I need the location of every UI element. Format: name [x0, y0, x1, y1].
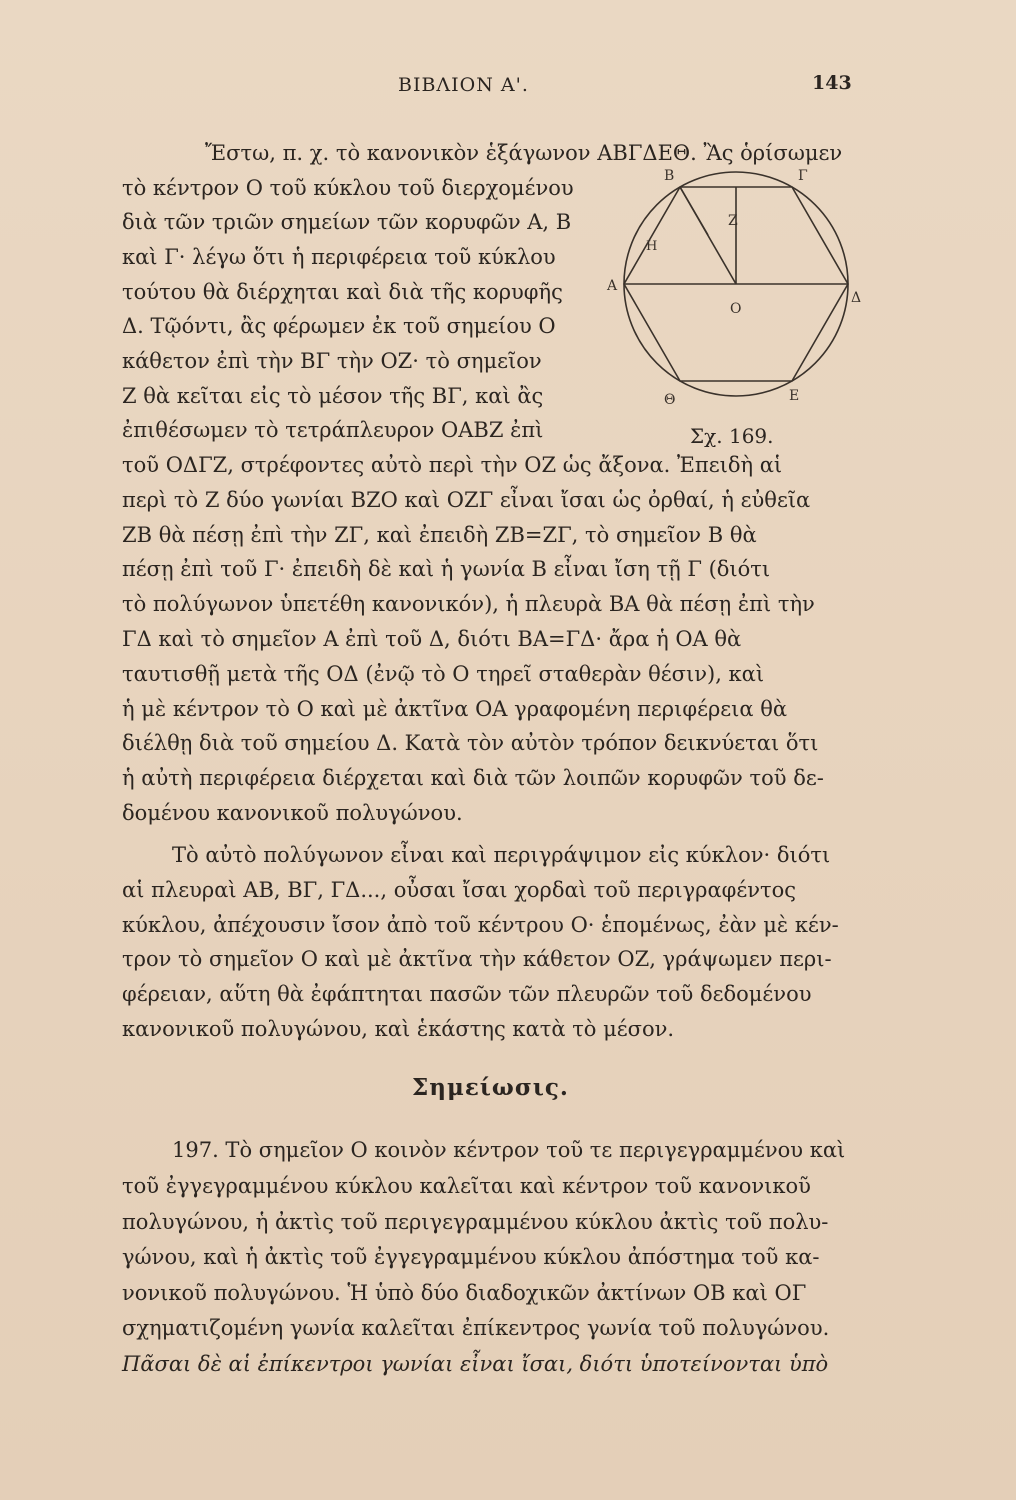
- body-line: ἡ αὐτὴ περιφέρεια διέρχεται καὶ διὰ τῶν λοιπῶν κορυφῶν τοῦ δε-: [122, 766, 824, 790]
- label-Th: Θ: [664, 392, 676, 408]
- body-line: τὸ κέντρον Ο τοῦ κύκλου τοῦ διερχομένου: [122, 176, 574, 200]
- body-line: φέρειαν, αὕτη θὰ ἐφάπτηται πασῶν τῶν πλευρῶν τοῦ δεδομένου: [122, 982, 812, 1006]
- segment-HB: [680, 187, 708, 235]
- body-line: τὸ πολύγωνον ὑπετέθη κανονικόν), ἡ πλευρὰ ΒΑ θὰ πέσῃ ἐπὶ τὴν: [122, 592, 815, 616]
- body-line: καὶ Γ· λέγω ὅτι ἡ περιφέρεια τοῦ κύκλου: [122, 245, 556, 269]
- note-line: 197. Τὸ σημεῖον Ο κοινὸν κέντρον τοῦ τε περιγεγραμμένου καὶ: [172, 1138, 846, 1162]
- label-H: Η: [646, 239, 658, 254]
- hexagon-figure: [580, 150, 860, 425]
- note-line: Πᾶσαι δὲ αἱ ἐπίκεντροι γωνίαι εἶναι ἴσαι, διότι ὑποτείνονται ὑπὸ: [122, 1352, 829, 1376]
- body-line: τούτου θὰ διέρχηται καὶ διὰ τῆς κορυφῆς: [122, 280, 563, 304]
- label-A: Α: [607, 278, 618, 294]
- body-line: κάθετον ἐπὶ τὴν ΒΓ τὴν ΟΖ· τὸ σημεῖον: [122, 349, 542, 373]
- hexagon-diagram: [580, 150, 860, 425]
- note-line: πολυγώνου, ἡ ἀκτὶς τοῦ περιγεγραμμένου κύκλου ἀκτὶς τοῦ πολυ-: [122, 1210, 829, 1234]
- label-E: Ε: [789, 388, 800, 404]
- body-line: Ζ θὰ κεῖται εἰς τὸ μέσον τῆς ΒΓ, καὶ ἂς: [122, 384, 544, 408]
- body-line: ΖΒ θὰ πέσῃ ἐπὶ τὴν ΖΓ, καὶ ἐπειδὴ ΖΒ=ΖΓ, τὸ σημεῖον Β θὰ: [122, 523, 757, 547]
- running-title: ΒΙΒΛΙΟΝ Α'.: [398, 74, 529, 96]
- body-line: κανονικοῦ πολυγώνου, καὶ ἑκάστης κατὰ τὸ μέσον.: [122, 1017, 675, 1041]
- note-line: τοῦ ἐγγεγραμμένου κύκλου καλεῖται καὶ κέντρον τοῦ κανονικοῦ: [122, 1174, 811, 1198]
- note-line: γώνου, καὶ ἡ ἀκτὶς τοῦ ἐγγεγραμμένου κύκλου ἀπόστημα τοῦ κα-: [122, 1245, 820, 1269]
- label-Z: Ζ: [728, 213, 738, 229]
- body-line: ταυτισθῇ μετὰ τῆς ΟΔ (ἐνῷ τὸ Ο τηρεῖ σταθερὰν θέσιν), καὶ: [122, 662, 765, 686]
- body-line: δομένου κανονικοῦ πολυγώνου.: [122, 801, 463, 825]
- body-line: διὰ τῶν τριῶν σημείων τῶν κορυφῶν Α, Β: [122, 210, 572, 234]
- label-D: Δ: [851, 290, 862, 306]
- body-line: Τὸ αὐτὸ πολύγωνον εἶναι καὶ περιγράψιμον εἰς κύκλον· διότι: [172, 843, 831, 867]
- figure-caption: Σχ. 169.: [690, 424, 774, 448]
- section-heading: Σημείωσις.: [412, 1074, 569, 1101]
- label-G: Γ: [798, 168, 808, 184]
- body-line: αἱ πλευραὶ ΑΒ, ΒΓ, ΓΔ..., οὖσαι ἴσαι χορδαὶ τοῦ περιγραφέντος: [122, 878, 797, 902]
- label-B: Β: [664, 168, 675, 184]
- body-line: περὶ τὸ Ζ δύο γωνίαι ΒΖΟ καὶ ΟΖΓ εἶναι ἴσαι ὡς ὀρθαί, ἡ εὐθεῖα: [122, 488, 811, 512]
- body-line: τοῦ ΟΔΓΖ, στρέφοντες αὐτὸ περὶ τὴν ΟΖ ὡς ἄξονα. Ἐπειδὴ αἱ: [122, 453, 783, 477]
- body-line: Δ. Τῷόντι, ἂς φέρωμεν ἐκ τοῦ σημείου Ο: [122, 314, 556, 338]
- body-line: ἡ μὲ κέντρον τὸ Ο καὶ μὲ ἀκτῖνα ΟΑ γραφομένη περιφέρεια θὰ: [122, 697, 788, 721]
- body-line: ἐπιθέσωμεν τὸ τετράπλευρον ΟΑΒΖ ἐπὶ: [122, 418, 544, 442]
- body-line: Ἔστω, π. χ. τὸ κανονικὸν ἑξάγωνον ΑΒΓΔΕΘ. Ἂς ὁρίσωμεν: [205, 141, 843, 165]
- label-O: Ο: [730, 301, 742, 317]
- body-line: τρον τὸ σημεῖον Ο καὶ μὲ ἀκτῖνα τὴν κάθετον ΟΖ, γράψωμεν περι-: [122, 947, 832, 971]
- body-line: ΓΔ καὶ τὸ σημεῖον Α ἐπὶ τοῦ Δ, διότι ΒΑ=ΓΔ· ἄρα ἡ ΟΑ θὰ: [122, 627, 742, 651]
- body-line: κύκλου, ἀπέχουσιν ἴσον ἀπὸ τοῦ κέντρου Ο· ἑπομένως, ἐὰν μὲ κέν-: [122, 913, 839, 937]
- note-line: σχηματιζομένη γωνία καλεῖται ἐπίκεντρος γωνία τοῦ πολυγώνου.: [122, 1316, 830, 1340]
- body-line: πέσῃ ἐπὶ τοῦ Γ· ἐπειδὴ δὲ καὶ ἡ γωνία Β εἶναι ἴση τῇ Γ (διότι: [122, 557, 771, 581]
- body-line: διέλθῃ διὰ τοῦ σημείου Δ. Κατὰ τὸν αὐτὸν τρόπον δεικνύεται ὅτι: [122, 731, 819, 755]
- note-line: νονικοῦ πολυγώνου. Ἡ ὑπὸ δύο διαδοχικῶν ἀκτίνων ΟΒ καὶ ΟΓ: [122, 1281, 807, 1305]
- page-number: 143: [812, 72, 852, 94]
